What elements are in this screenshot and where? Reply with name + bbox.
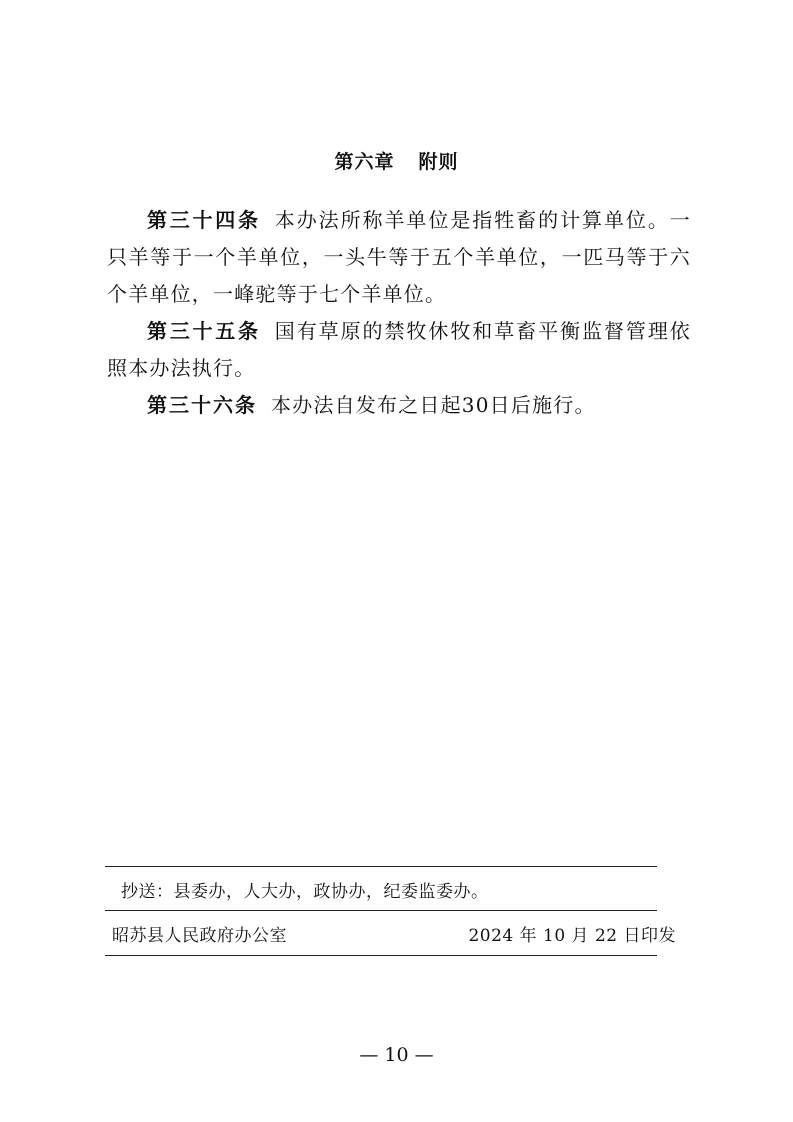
issue-date: 2024 年 10 月 22 日印发 xyxy=(468,926,676,946)
chapter-name: 附则 xyxy=(418,151,459,173)
cc-line: 抄送：县委办，人大办，政协办，纪委监委办。 xyxy=(121,882,489,902)
article-36-text: 本办法自发布之日起30日后施行。 xyxy=(271,393,596,417)
article-34 xyxy=(107,202,691,313)
article-36 xyxy=(107,387,691,424)
article-35-text: 国有草原的禁牧休牧和草畜平衡监督管理依照本办法执行。 xyxy=(107,319,692,380)
article-35 xyxy=(107,313,691,387)
article-34-text: 本办法所称羊单位是指牲畜的计算单位。一只羊等于一个羊单位，一头牛等于五个羊单位，一匹马等于六个羊单位，一峰驼等于七个羊单位。 xyxy=(107,208,692,306)
article-36-label: 第三十六条 xyxy=(147,393,257,417)
article-34-label: 第三十四条 xyxy=(147,208,261,232)
page-number: — 10 — xyxy=(359,1044,434,1066)
chapter-title xyxy=(0,147,793,174)
footer-rule-middle xyxy=(105,910,657,911)
footer-rule-bottom xyxy=(105,955,657,956)
article-35-label: 第三十五条 xyxy=(147,319,261,343)
issuer-name: 昭苏县人民政府办公室 xyxy=(112,926,287,946)
chapter-number: 第六章 xyxy=(334,151,395,173)
footer-rule-top xyxy=(105,866,657,867)
